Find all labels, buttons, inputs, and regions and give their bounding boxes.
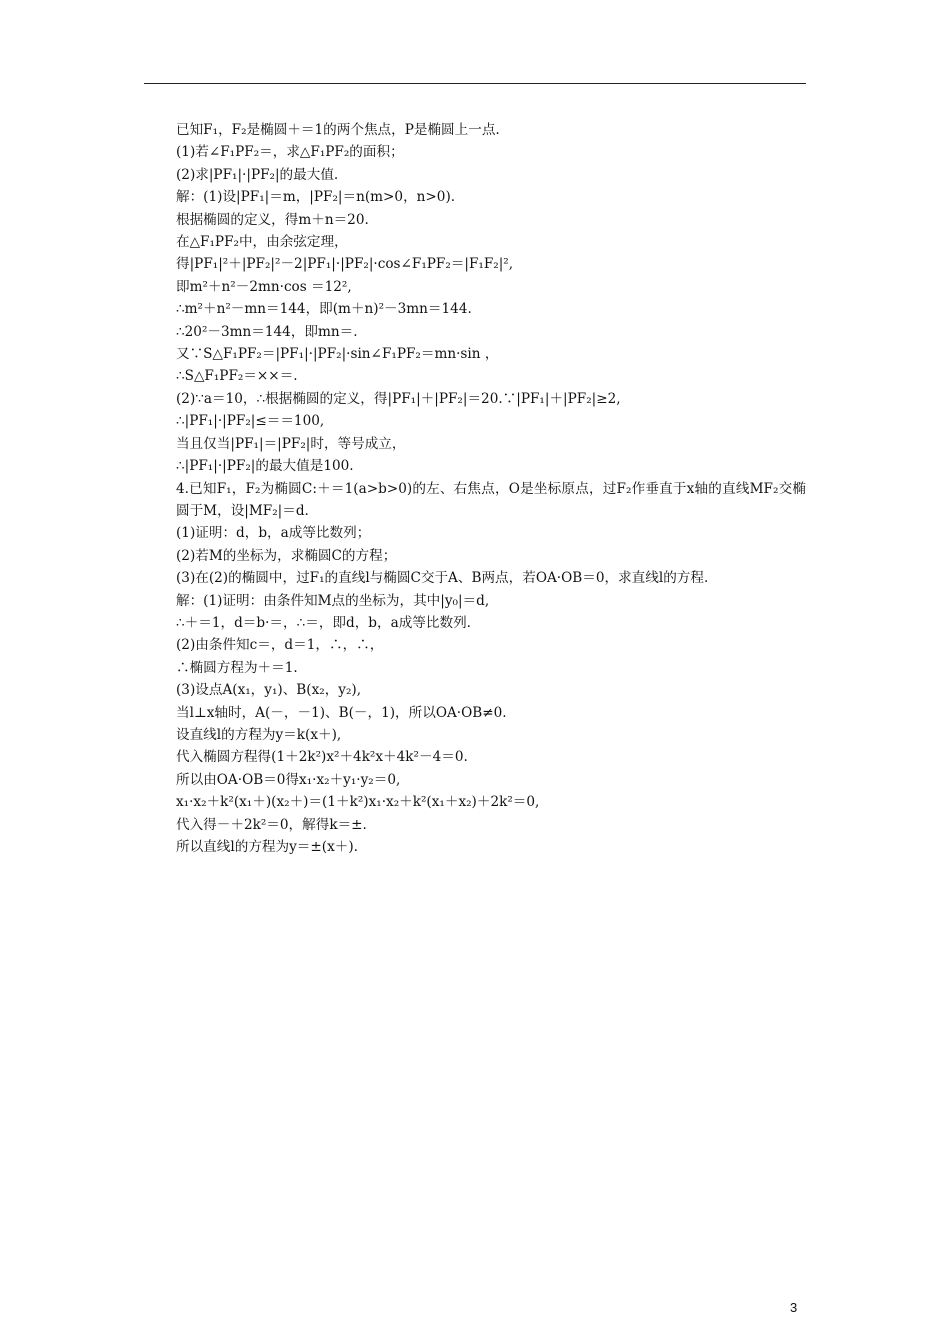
text-line: ∴|PF₁|·|PF₂|的最大值是100.	[176, 458, 354, 475]
text-line: 得|PF₁|²＋|PF₂|²－2|PF₁|·|PF₂|·cos∠F₁PF₂＝|F₁F₂|²,	[176, 256, 514, 273]
text-line: ∴|PF₁|·|PF₂|≤＝＝100,	[176, 413, 325, 430]
text-line: 已知F₁，F₂是椭圆＋＝1的两个焦点，P是椭圆上一点.	[176, 122, 500, 138]
text-line: 即m²＋n²－2mn·cos ＝12²,	[176, 278, 352, 295]
text-line: ∴＋＝1，d＝b·＝，∴＝，即d，b，a成等比数列.	[176, 614, 471, 631]
text-line: 又∵S△F₁PF₂＝|PF₁|·|PF₂|·sin∠F₁PF₂＝mn·sin ，	[176, 346, 499, 363]
text-line: 解：(1)证明：由条件知M点的坐标为，其中|y₀|＝d,	[176, 592, 490, 609]
text-line: (1)若∠F₁PF₂＝，求△F₁PF₂的面积；	[176, 144, 404, 161]
header-rule	[144, 83, 806, 84]
text-line: x₁·x₂＋k²(x₁＋)(x₂＋)＝(1＋k²)x₁·x₂＋k²(x₁＋x₂)＋2k²＝0,	[176, 794, 540, 811]
text-line: 代入椭圆方程得(1＋2k²)x²＋4k²x＋4k²－4＝0.	[176, 749, 468, 766]
page-number: 3	[790, 1300, 798, 1315]
text-line: (3)设点A(x₁，y₁)、B(x₂，y₂),	[176, 682, 362, 699]
text-line: 当l⊥x轴时，A(－，－1)、B(－，1)，所以OA·OB≠0.	[176, 704, 507, 721]
text-line: 设直线l的方程为y＝k(x＋),	[176, 726, 342, 743]
text-line: (2)若M的坐标为，求椭圆C的方程；	[176, 547, 397, 564]
text-line: 所以由OA·OB＝0得x₁·x₂＋y₁·y₂＝0,	[176, 771, 401, 788]
text-line: 代入得－＋2k²＝0，解得k＝±.	[176, 816, 367, 833]
text-line: 解：(1)设|PF₁|＝m，|PF₂|＝n(m>0，n>0).	[176, 189, 456, 206]
text-line: (2)∵a＝10，∴根据椭圆的定义，得|PF₁|＋|PF₂|＝20.∵|PF₁|＋|PF₂|≥2,	[176, 390, 621, 407]
text-line: (2)由条件知c＝，d＝1，∴，∴，	[176, 637, 384, 654]
text-line: 在△F₁PF₂中，由余弦定理，	[176, 234, 348, 251]
text-line: ∴20²－3mn＝144，即mn＝.	[176, 323, 358, 340]
text-line: ∴S△F₁PF₂＝××＝.	[176, 368, 298, 385]
text-line: (1)证明：d，b，a成等比数列；	[176, 525, 371, 542]
text-line: (3)在(2)的椭圆中，过F₁的直线l与椭圆C交于A、B两点，若OA·OB＝0，求直线l的方程.	[176, 570, 709, 587]
text-line: 当且仅当|PF₁|＝|PF₂|时，等号成立，	[176, 435, 406, 452]
text-line: ∴m²＋n²－mn＝144，即(m＋n)²－3mn＝144.	[176, 301, 472, 318]
text-line: 4.已知F₁，F₂为椭圆C:＋＝1(a>b>0)的左、右焦点，O是坐标原点，过F₂作垂直于x轴的直线MF₂交椭圆于M，设|MF₂|＝d.	[176, 480, 806, 519]
text-line: 所以直线l的方程为y＝±(x＋).	[176, 839, 358, 855]
text-line: 根据椭圆的定义，得m＋n＝20.	[176, 211, 369, 228]
text-line: ∴椭圆方程为＋＝1.	[176, 659, 298, 676]
document-body	[144, 119, 806, 858]
text-line: (2)求|PF₁|·|PF₂|的最大值.	[176, 166, 339, 183]
